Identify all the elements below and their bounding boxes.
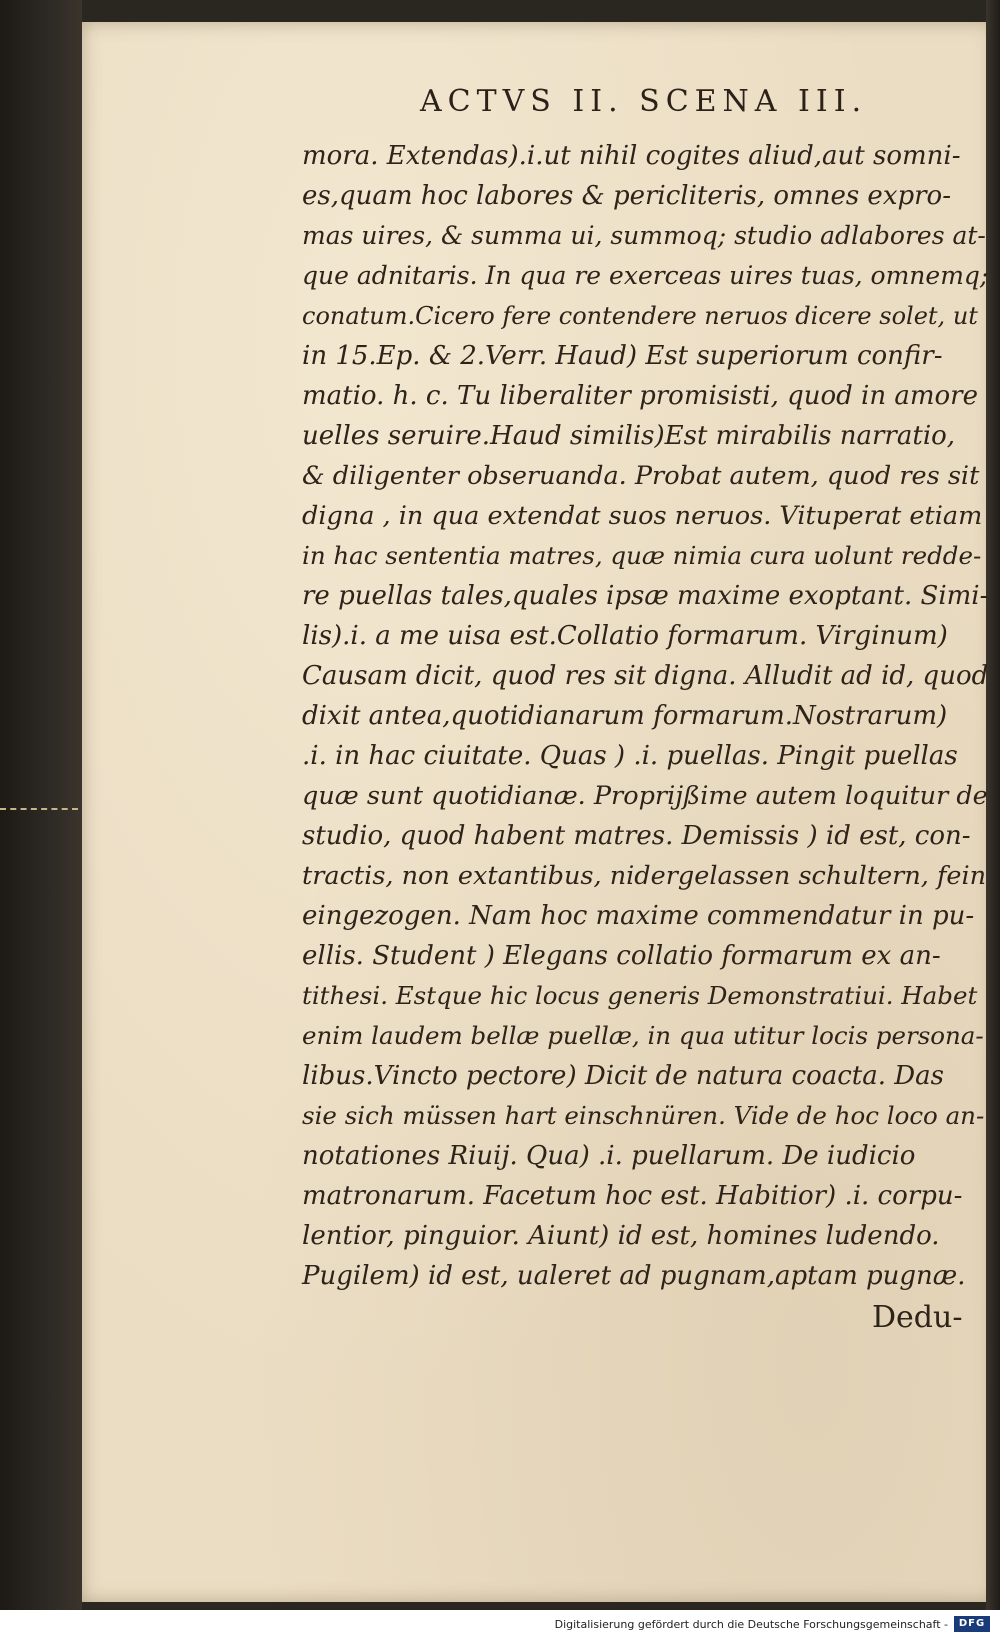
text-line: tithesi. Estque hic locus generis Demonstratiui. Habet <box>302 981 978 1010</box>
funding-credit: Digitalisierung gefördert durch die Deutsche Forschungsgemeinschaft - <box>554 1618 948 1631</box>
fold-marker <box>0 808 78 810</box>
text-line: uelles seruire.Haud similis)Est mirabilis narratio, <box>302 421 956 451</box>
text-line: lis).i. a me uisa est.Collatio formarum. Virginum) <box>302 621 948 651</box>
text-line: studio, quod habent matres. Demissis ) id est, con- <box>302 821 971 851</box>
facing-page-edge <box>0 0 82 1610</box>
text-line: mora. Extendas).i.ut nihil cogites aliud,aut somni- <box>302 141 961 171</box>
text-line: mas uires, & summa ui, summoq; studio adlabores at- <box>302 221 986 250</box>
text-line: in 15.Ep. & 2.Verr. Haud) Est superiorum confir- <box>302 341 943 371</box>
text-line: & diligenter obseruanda. Probat autem, quod res sit <box>302 461 980 491</box>
text-line: enim laudem bellæ puellæ, in qua utitur locis persona- <box>302 1021 984 1050</box>
running-head: ACTVS II. SCENA III. <box>420 84 868 119</box>
text-line: tractis, non extantibus, nidergelassen schultern, fein <box>302 861 987 891</box>
text-line: quæ sunt quotidianæ. Proprijßime autem loquitur de <box>302 781 988 811</box>
text-line: Pugilem) id est, ualeret ad pugnam,aptam pugnæ. <box>302 1261 966 1291</box>
text-line: dixit antea,quotidianarum formarum.Nostrarum) <box>302 701 948 731</box>
text-line: digna , in qua extendat suos neruos. Vituperat etiam <box>302 501 983 531</box>
text-line: re puellas tales,quales ipsæ maxime exoptant. Simi- <box>302 581 989 611</box>
catchword: Dedu- <box>872 1300 963 1335</box>
text-line: ellis. Student ) Elegans collatio formarum ex an- <box>302 941 941 971</box>
text-line: lentior, pinguior. Aiunt) id est, homines ludendo. <box>302 1221 940 1251</box>
text-line: es,quam hoc labores & pericliteris, omnes expro- <box>302 181 951 211</box>
text-line: conatum.Cicero fere contendere neruos dicere solet, ut <box>302 302 978 330</box>
text-line: eingezogen. Nam hoc maxime commendatur in pu- <box>302 901 975 931</box>
text-line: sie sich müssen hart einschnüren. Vide de hoc loco an- <box>302 1101 985 1130</box>
text-line: notationes Riuij. Qua) .i. puellarum. De iudicio <box>302 1141 916 1171</box>
dfg-logo: DFG <box>954 1616 990 1632</box>
footer-bar <box>0 1610 1000 1639</box>
text-line: .i. in hac ciuitate. Quas ) .i. puellas. Pingit puellas <box>302 741 958 771</box>
text-line: matio. h. c. Tu liberaliter promisisti, quod in amore <box>302 381 978 411</box>
commentary-text <box>302 136 990 1296</box>
text-line: que adnitaris. In qua re exerceas uires tuas, omnemq; <box>302 261 989 290</box>
text-line: libus.Vincto pectore) Dicit de natura coacta. Das <box>302 1061 944 1091</box>
text-line: matronarum. Facetum hoc est. Habitior) .i. corpu- <box>302 1181 963 1211</box>
text-line: in hac sententia matres, quæ nimia cura uolunt redde- <box>302 541 982 570</box>
text-line: Causam dicit, quod res sit digna. Alludit ad id, quod <box>302 661 989 691</box>
